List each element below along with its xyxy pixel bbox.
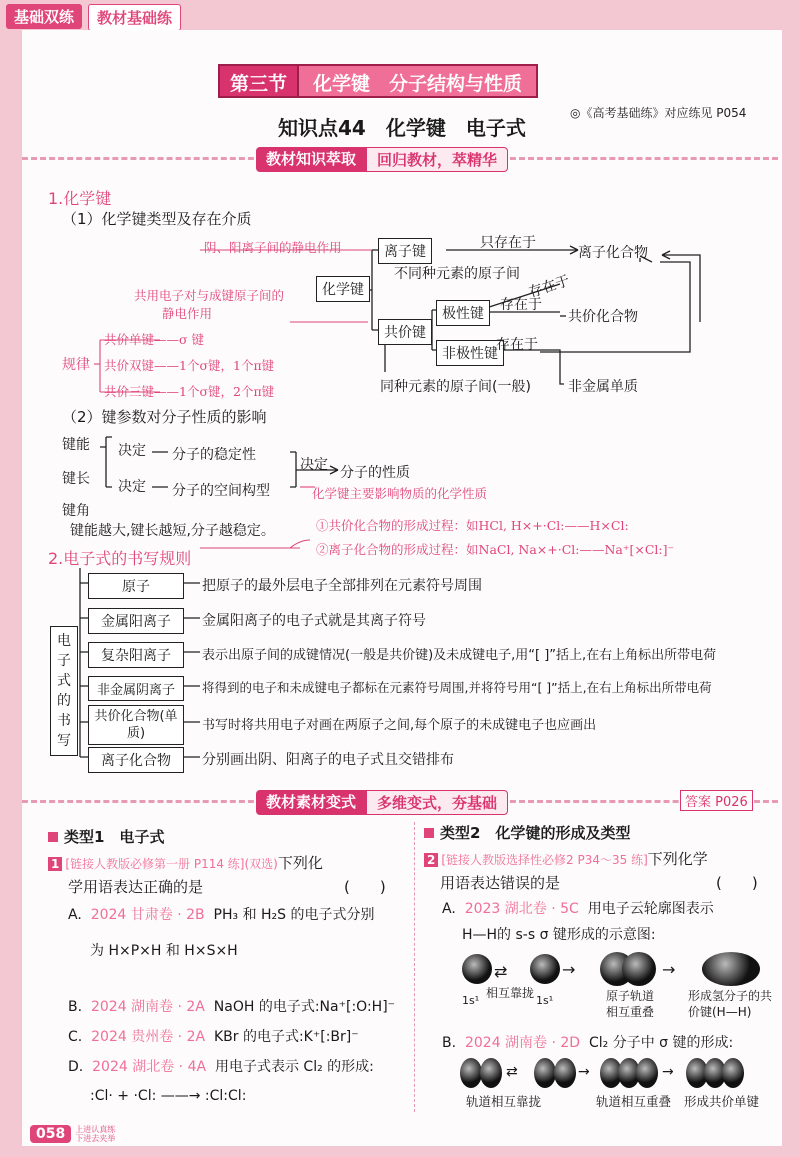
q1-d-text: 用电子式表示 Cl₂ 的形成: xyxy=(214,1059,374,1075)
q2-option-a[interactable]: A. 2023 湖北卷 · 5C 用电子云轮廓图表示 xyxy=(442,901,714,917)
q2-a-text: 用电子云轮廓图表示 xyxy=(587,901,714,917)
q2-b-source: 2024 湖南卷 · 2D xyxy=(464,1035,581,1051)
label-1s-right: 1s¹ xyxy=(536,994,554,1007)
q1-option-a[interactable]: A. 2024 甘肃卷 · 2B PH₃ 和 H₂S 的电子式分别 xyxy=(68,907,375,923)
rule-key-covalent-compound: 共价化合物(单质) xyxy=(88,705,184,745)
label-approach: 相互靠拢 xyxy=(486,986,535,1000)
label-decide-2: 决定 xyxy=(118,479,146,495)
q1-c-source: 2024 贵州卷 · 2A xyxy=(91,1029,206,1045)
q2-number: 2 xyxy=(424,853,438,867)
label-orbital-approach: 轨道相互靠拢 xyxy=(466,1094,542,1109)
label-covalent-compound: 共价化合物 xyxy=(568,309,638,325)
arrow-right-icon: → xyxy=(562,960,576,979)
label-same-atoms: 同种元素的原子间(一般) xyxy=(380,379,531,395)
p-orbital-7 xyxy=(636,1058,658,1088)
banner-variations xyxy=(22,790,778,812)
label-bond-length: 键长 xyxy=(62,471,90,487)
q1-a-text: PH₃ 和 H₂S 的电子式分别 xyxy=(213,907,375,923)
box-polar-bond: 极性键 xyxy=(436,300,490,326)
q1-d-formula: :Cl· + ·Cl: ——→ :Cl:Cl: xyxy=(90,1088,247,1104)
q1-a-source: 2024 甘肃卷 · 2B xyxy=(90,907,205,923)
box-electron-formula-writing: 电子式的书写 xyxy=(50,626,78,756)
label-molecular-property: 分子的性质 xyxy=(340,465,410,481)
page-number: 058 xyxy=(30,1125,71,1143)
orbital-overlap-right xyxy=(622,952,656,986)
subheading-bond-parameters: （2）键参数对分子性质的影响 xyxy=(62,408,267,426)
footer-tagline-2: 下进去夹举 xyxy=(75,1134,116,1143)
label-exist-1: 存在于 xyxy=(526,272,572,302)
q1-text-2: 学用语表达正确的是 xyxy=(68,878,204,896)
arrow-icon: ⇄ xyxy=(494,962,508,981)
note-covalent-formation: ①共价化合物的形成过程：如HCl, H×+·Cl:——H×Cl: xyxy=(316,518,629,533)
q2-a-source: 2023 湖北卷 · 5C xyxy=(464,901,579,917)
header-tag-basic: 基础双练 xyxy=(6,4,82,29)
label-single-bond: 形成共价单键 xyxy=(684,1094,760,1109)
label-decide-3: 决定 xyxy=(300,457,328,473)
heading-chemical-bond: 1.化学键 xyxy=(48,189,112,208)
subheading-bond-types: （1）化学键类型及存在介质 xyxy=(62,210,252,228)
q1-option-c[interactable]: C. 2024 贵州卷 · 2A KBr 的电子式:K⁺[:Br]⁻ xyxy=(68,1029,359,1045)
type2-header xyxy=(424,822,630,843)
type2-title: 类型2 化学键的形成及类型 xyxy=(440,824,631,842)
q1-b-source: 2024 湖南卷 · 2A xyxy=(90,999,205,1015)
type1-header xyxy=(48,826,164,847)
q2-text-2: 用语表达错误的是 xyxy=(440,874,561,892)
section-name: 化学键 分子结构与性质 xyxy=(299,64,538,98)
arrow-right-icon: → xyxy=(578,1064,590,1080)
label-different-atoms: 不同种元素的原子间 xyxy=(394,266,520,282)
banner-variations-label: 教材素材变式 xyxy=(256,790,366,815)
q1-answer-paren: ( ) xyxy=(344,878,386,896)
note-ionic-formation: ②离子化合物的形成过程：如NaCl, Na×+·Cl:——Na⁺[×Cl:]⁻ xyxy=(316,542,675,557)
label-bond-energy: 键能 xyxy=(62,437,90,453)
arrow-icon: ⇄ xyxy=(506,1064,518,1080)
footer-tagline-1: 上进认真练 xyxy=(75,1125,116,1134)
heading-electron-formula: 2.电子式的书写规则 xyxy=(48,549,192,568)
orbital-1s-left xyxy=(462,954,492,984)
label-decide-1: 决定 xyxy=(118,443,146,459)
note-rule: 规律 xyxy=(62,357,90,373)
q2-source: [链接人教版选择性必修2 P34～35 练] xyxy=(441,853,648,867)
orbital-1s-right xyxy=(530,954,560,984)
play-icon xyxy=(48,832,58,842)
practice-reference: ◎《高考基础练》对应练见 P054 xyxy=(570,106,747,120)
q2-b-text: Cl₂ 分子中 σ 键的形成: xyxy=(589,1035,734,1051)
arrow-right-icon: → xyxy=(662,960,676,979)
hydrogen-molecule-orbital xyxy=(702,952,760,986)
q1-number: 1 xyxy=(48,857,62,871)
rule-value-complex-cation: 表示出原子间的成键情况(一般是共价键)及未成键电子,用“[ ]”括上,在右上角标出所带电荷 xyxy=(202,648,717,663)
banner-variations-sub: 多维变式，夯基础 xyxy=(366,790,508,815)
p-orbital-1 xyxy=(460,1058,482,1088)
rule-key-nonmetal-anion: 非金属阴离子 xyxy=(88,676,184,701)
column-divider xyxy=(414,822,415,1112)
box-covalent-bond: 共价键 xyxy=(378,319,432,345)
label-nonmetal-element: 非金属单质 xyxy=(568,379,638,395)
type1-title: 类型1 电子式 xyxy=(64,828,165,846)
p-orbital-2 xyxy=(480,1058,502,1088)
rule-value-ionic-compound: 分别画出阴、阳离子的电子式且交错排布 xyxy=(202,752,454,768)
knowledge-point-title: 知识点44 化学键 电子式 xyxy=(278,116,526,140)
q1-c-text: KBr 的电子式:K⁺[:Br]⁻ xyxy=(213,1029,359,1045)
p-orbital-10 xyxy=(722,1058,744,1088)
label-orbital-overlap-b: 轨道相互重叠 xyxy=(596,1094,672,1109)
q2-a-text-2: H—H的 s-s σ 键形成的示意图: xyxy=(462,927,656,943)
note-single-bond: 共价单键——σ 键 xyxy=(104,332,205,347)
label-molecular-stability: 分子的稳定性 xyxy=(172,447,256,463)
q1-source: [链接人教版必修第一册 P114 练](双选) xyxy=(65,857,278,871)
q2-option-b[interactable]: B. 2024 湖南卷 · 2D Cl₂ 分子中 σ 键的形成: xyxy=(442,1035,734,1051)
q1-d-source: 2024 湖北卷 · 4A xyxy=(92,1059,207,1075)
q1-option-b[interactable]: B. 2024 湖南卷 · 2A NaOH 的电子式:Na⁺[:O:H]⁻ xyxy=(68,999,396,1015)
banner-knowledge-label: 教材知识萃取 xyxy=(256,147,366,172)
note-double-bond: 共价双键——1个σ键，1个π键 xyxy=(104,358,275,373)
q1-text-1: 下列化 xyxy=(277,854,323,872)
box-ionic-bond: 离子键 xyxy=(378,238,432,264)
note-covalent-1: 共用电子对与成键原子间的 xyxy=(134,288,285,303)
summary-bond-rule: 键能越大,键长越短,分子越稳定。 xyxy=(70,523,275,539)
label-exist-2: 存在于 xyxy=(500,297,542,313)
label-bond-angle: 键角 xyxy=(62,503,90,519)
section-number: 第三节 xyxy=(218,64,299,98)
rule-value-atom: 把原子的最外层电子全部排列在元素符号周围 xyxy=(202,578,482,594)
footer xyxy=(30,1125,115,1143)
q1-b-text: NaOH 的电子式:Na⁺[:O:H]⁻ xyxy=(213,999,396,1015)
arrow-right-icon: → xyxy=(662,1064,674,1080)
label-only-exist: 只存在于 xyxy=(480,235,536,251)
play-icon xyxy=(424,828,434,838)
q1-line1 xyxy=(48,852,323,873)
note-ionic-electrostatic: 阴、阳离子间的静电作用 xyxy=(204,240,342,255)
p-orbital-3 xyxy=(534,1058,556,1088)
header-tag-textbook: 教材基础练 xyxy=(88,4,181,31)
label-molecular-geometry: 分子的空间构型 xyxy=(172,483,270,499)
note-chemical-property: 化学键主要影响物质的化学性质 xyxy=(312,486,488,501)
q2-line1 xyxy=(424,848,708,869)
label-orbital-overlap: 原子轨道相互重叠 xyxy=(606,989,655,1019)
q2-text-1: 下列化学 xyxy=(647,850,708,868)
rule-key-atom: 原子 xyxy=(88,573,184,599)
q1-option-d[interactable]: D. 2024 湖北卷 · 4A 用电子式表示 Cl₂ 的形成: xyxy=(68,1059,374,1075)
label-h2-covalent-bond: 形成氢分子的共价键(H—H) xyxy=(688,989,773,1019)
banner-knowledge-sub: 回归教材，萃精华 xyxy=(366,147,508,172)
rule-value-nonmetal-anion: 将得到的电子和未成键电子都标在元素符号周围,并将符号用“[ ]”括上,在右上角标出所带电荷 xyxy=(202,680,712,695)
q1-a-formula: 为 H×P×H 和 H×S×H xyxy=(90,943,238,959)
rule-value-metal-cation: 金属阳离子的电子式就是其离子符号 xyxy=(202,613,426,629)
rule-value-covalent-compound: 书写时将共用电子对画在两原子之间,每个原子的未成键电子也应画出 xyxy=(202,718,597,733)
box-chemical-bond: 化学键 xyxy=(316,276,370,302)
note-covalent-2: 静电作用 xyxy=(162,306,213,321)
label-1s-left: 1s¹ xyxy=(462,994,480,1007)
rule-key-ionic-compound: 离子化合物 xyxy=(88,747,184,773)
answer-page-ref: 答案 P026 xyxy=(680,790,753,811)
note-triple-bond: 共价三键——1个σ键，2个π键 xyxy=(104,384,275,399)
label-exist-3: 存在于 xyxy=(496,337,538,353)
p-orbital-4 xyxy=(554,1058,576,1088)
q2-answer-paren: ( ) xyxy=(716,874,758,892)
box-nonpolar-bond: 非极性键 xyxy=(436,340,504,366)
rule-key-complex-cation: 复杂阳离子 xyxy=(88,642,184,668)
rule-key-metal-cation: 金属阳离子 xyxy=(88,608,184,634)
footer-tagline xyxy=(75,1125,115,1143)
label-ionic-compound: 离子化合物 xyxy=(578,245,648,261)
